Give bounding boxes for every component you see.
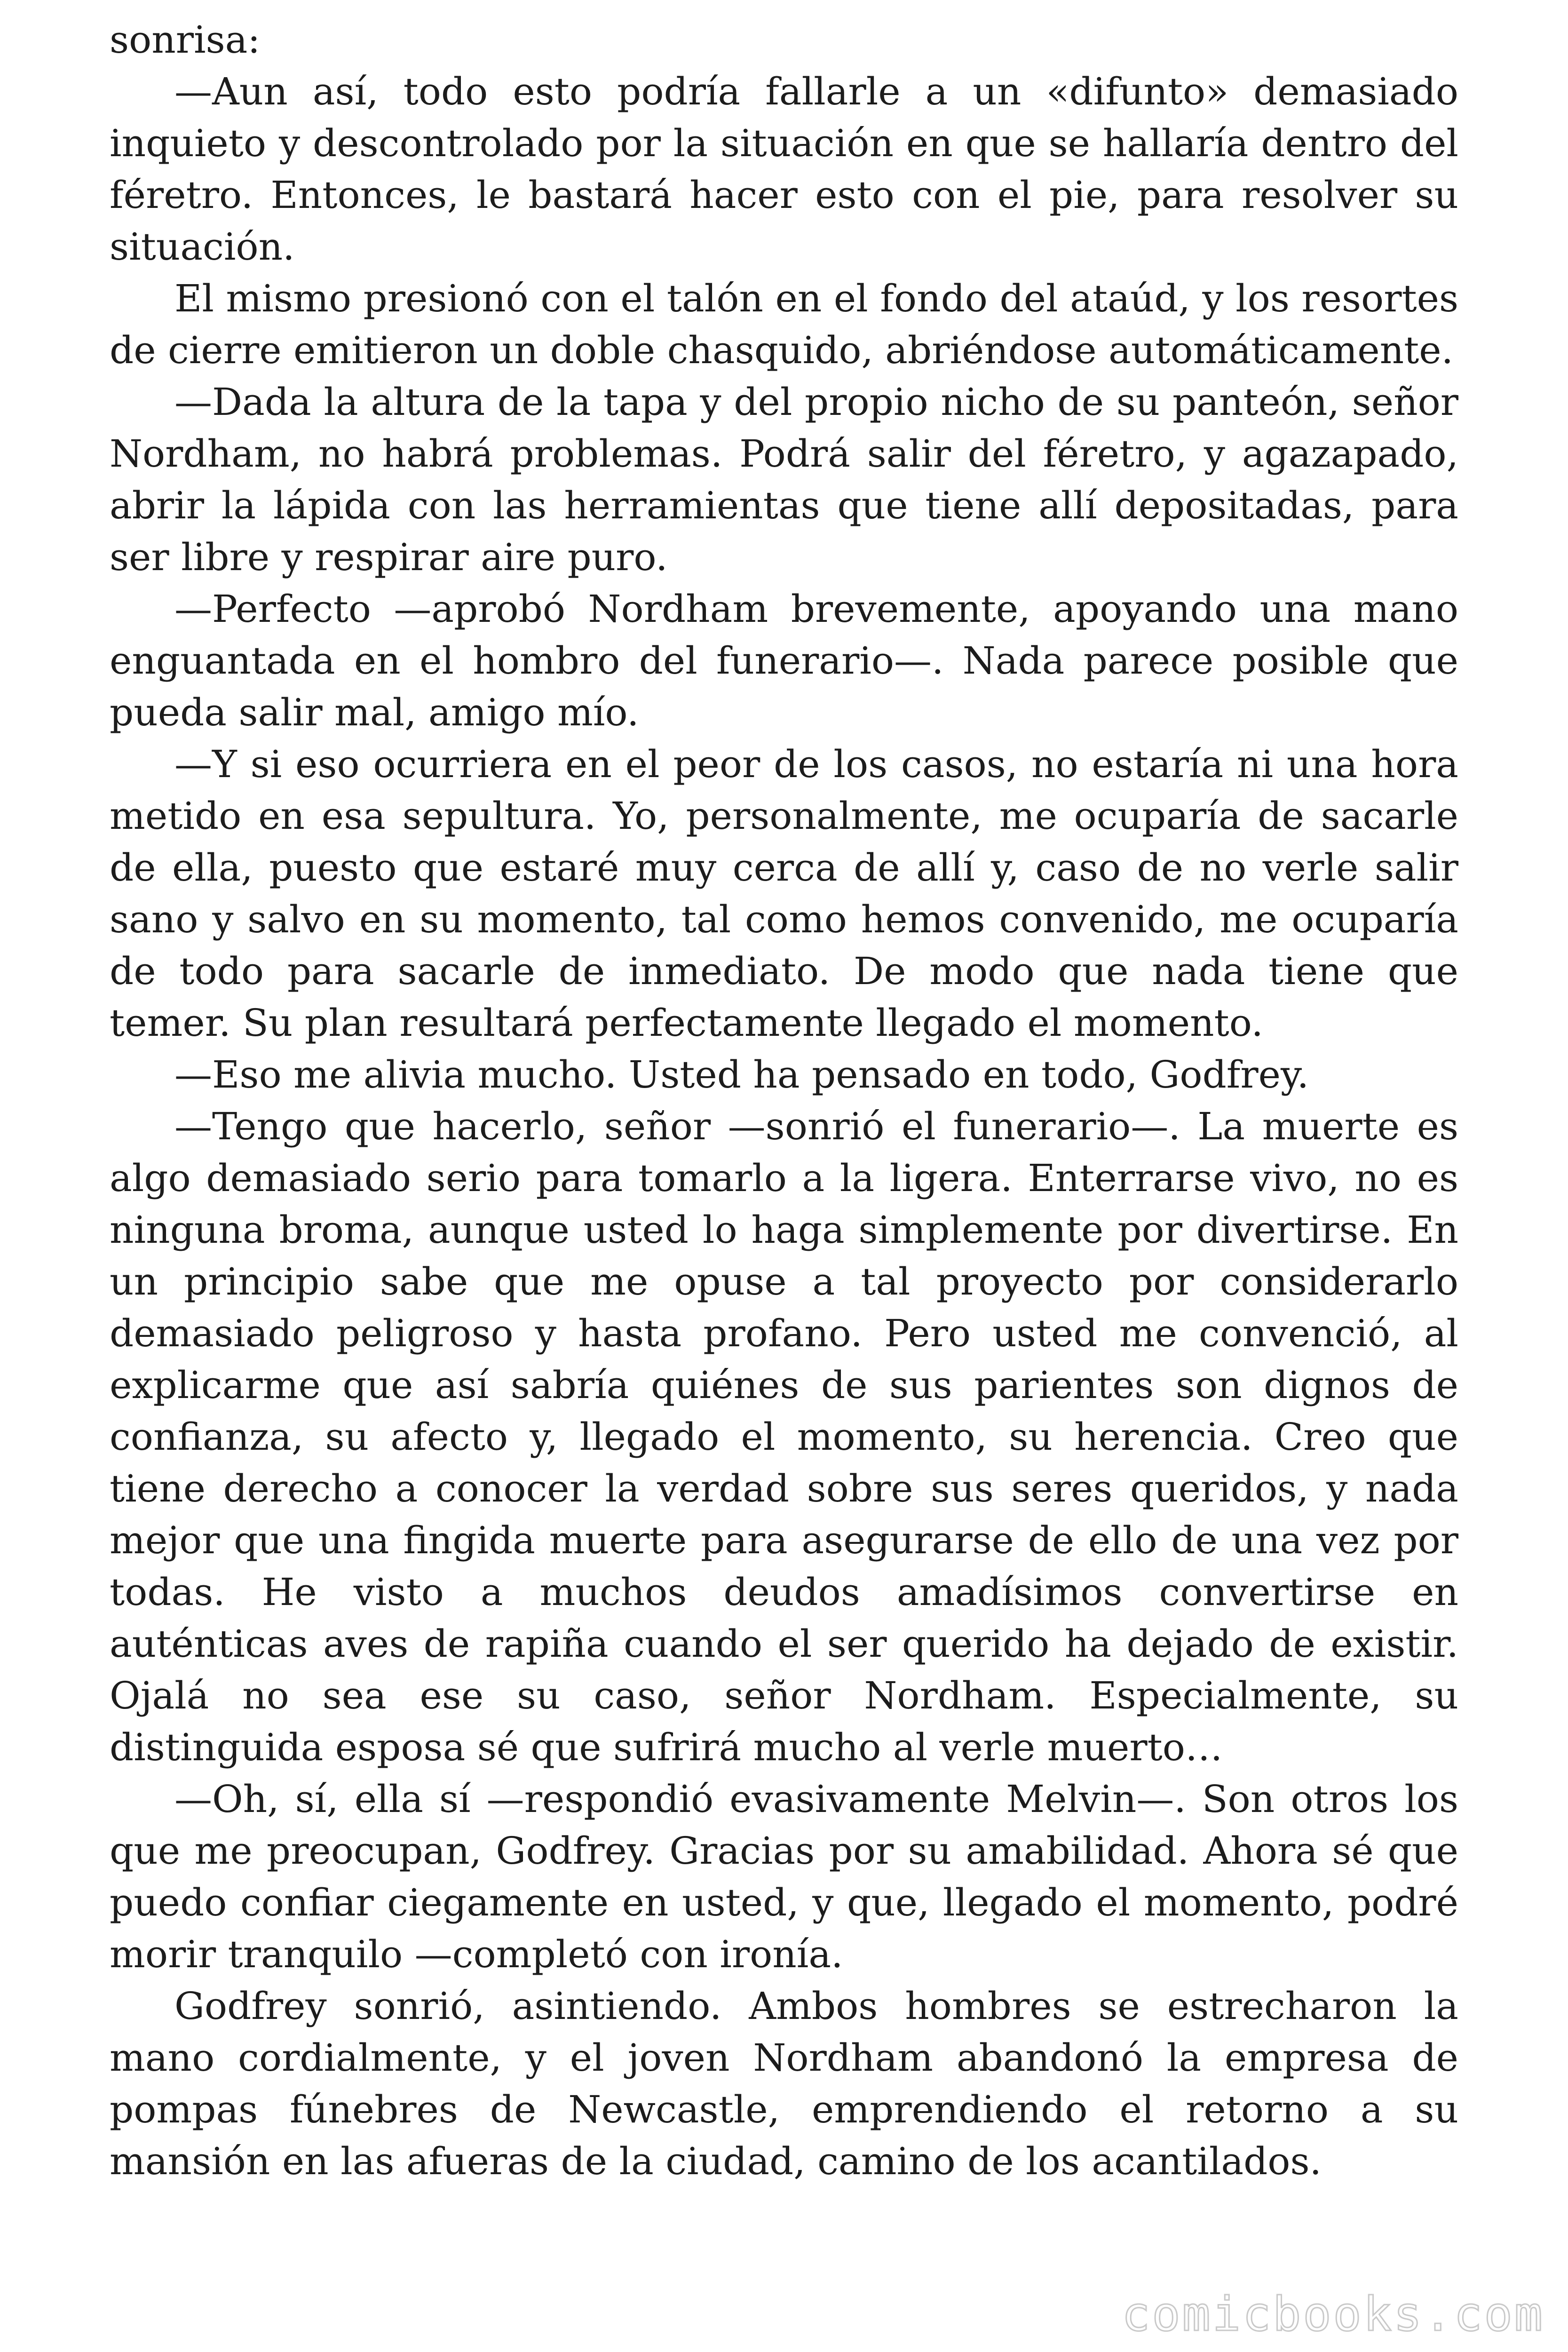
paragraph-dialogue: —Y si eso ocurriera en el peor de los casos, no estaría ni una hora metido en esa sepultura. Yo, personalmente, me ocuparía de sacarle de ella, puesto que estaré muy cerca de allí y, caso de no verle salir sano y salvo en su momento, tal como hemos convenido, me ocuparía de todo para sacarle de inmediato. De modo que nada tiene que temer. Su plan resultará perfectamente llegado el momento. [110,742,1458,1045]
paragraph-dialogue: —Oh, sí, ella sí —respondió evasivamente Melvin—. Son otros los que me preocupan, Godfrey. Gracias por su amabilidad. Ahora sé que puedo confiar ciegamente en usted, y que, llegado el momento, podré morir tranquilo —completó con ironía. [110,1777,1458,1976]
paragraph-dialogue: —Dada la altura de la tapa y del propio nicho de su panteón, señor Nordham, no habrá problemas. Podrá salir del féretro, y agazapado, abrir la lápida con las herramientas que tiene allí depositadas, para ser libre y respirar aire puro. [110,380,1458,579]
paragraph-narration: El mismo presionó con el talón en el fondo del ataúd, y los resortes de cierre emitieron un doble chasquido, abriéndose automáticamente. [110,277,1458,372]
paragraph-dialogue: —Eso me alivia mucho. Usted ha pensado en todo, Godfrey. [174,1053,1309,1097]
paragraph-dialogue: —Tengo que hacerlo, señor —sonrió el funerario—. La muerte es algo demasiado serio para tomarlo a la ligera. Enterrarse vivo, no es ninguna broma, aunque usted lo haga simplemente por divertirse. En un principio sabe que me opuse a tal proyecto por considerarlo demasiado peligroso y hasta profano. Pero usted me convenció, al explicarme que así sabría quiénes de sus parientes son dignos de confianza, su afecto y, llegado el momento, su herencia. Creo que tiene derecho a conocer la verdad sobre sus seres queridos, y nada mejor que una fingida muerte para asegurarse de ello de una vez por todas. He visto a muchos deudos amadísimos convertirse en auténticas aves de rapiña cuando el ser querido ha dejado de existir. Ojalá no sea ese su caso, señor Nordham. Especialmente, su distinguida esposa sé que sufrirá mucho al verle muerto… [110,1104,1458,1769]
paragraph-continuation: sonrisa: [110,18,261,62]
paragraph-dialogue: —Aun así, todo esto podría fallarle a un «difunto» demasiado inquieto y descontrolado por la situación en que se hallaría dentro del féretro. Entonces, le bastará hacer esto con el pie, para resolver su situación. [110,70,1458,269]
page-text [110,14,1458,2187]
paragraph-narration: Godfrey sonrió, asintiendo. Ambos hombres se estrecharon la mano cordialmente, y el joven Nordham abandonó la empresa de pompas fúnebres de Newcastle, emprendiendo el retorno a su mansión en las afueras de la ciudad, camino de los acantilados. [110,1984,1458,2183]
watermark: comicbooks.com [1122,2287,1544,2342]
paragraph-dialogue: —Perfecto —aprobó Nordham brevemente, apoyando una mano enguantada en el hombro del funerario—. Nada parece posible que pueda salir mal, amigo mío. [110,587,1458,734]
